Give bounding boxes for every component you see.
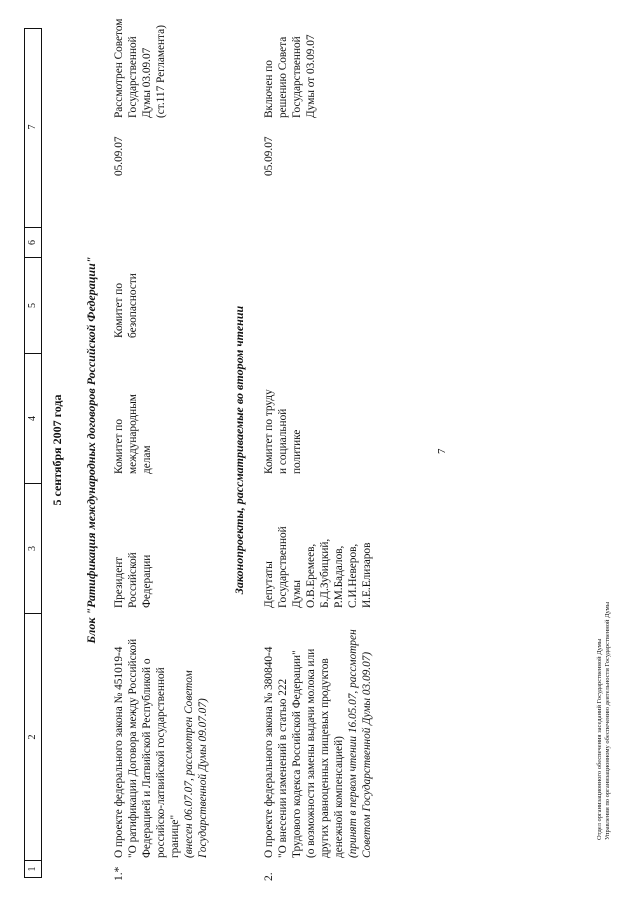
footer-line: Отдел организационного обеспечения заседаний Государственной Думы — [596, 638, 603, 840]
bill-title-line: О проекте федерального закона № 380840-4 — [263, 646, 275, 858]
author-line: Р.М.Бадалов, — [333, 545, 345, 608]
bill-description — [262, 608, 374, 858]
decision-line: (ст.117 Регламента) — [155, 25, 167, 118]
row-number: 2. — [263, 872, 275, 881]
committee-line: делам — [141, 445, 153, 474]
author-line: О.В.Еремеев, — [305, 543, 317, 608]
decision-line: Думы 03.09.07 — [141, 47, 153, 118]
row-number: 1.* — [113, 866, 125, 881]
bill-title-line: денежной компенсацией) — [333, 736, 345, 858]
decision-line: Государственной — [291, 36, 303, 118]
column-header-1: 1 — [25, 860, 41, 877]
column-header-row — [24, 28, 42, 878]
coexecutor-line: безопасности — [127, 273, 139, 338]
bill-note-line: Государственной Думы 09.07.07) — [197, 698, 209, 858]
bill-note-line: (внесен 06.07.07, рассмотрен Советом — [183, 670, 195, 858]
bill-title-line: (о возможности замены выдачи молока или — [305, 648, 317, 858]
date-heading: 5 сентября 2007 года — [50, 394, 64, 506]
author — [112, 498, 154, 608]
author-line: Государственной — [277, 526, 289, 608]
bill-description — [112, 608, 210, 858]
bill-title-line: "О ратификации Договора между Российской — [127, 638, 139, 858]
author-line: Российской — [127, 552, 139, 608]
coexecutor-line: Комитет по — [113, 282, 125, 338]
column-header-4: 4 — [25, 353, 41, 483]
column-header-3: 3 — [25, 483, 41, 613]
committee-line: Комитет по труду — [263, 389, 275, 474]
column-header-7: 7 — [27, 124, 38, 130]
column-header-2: 2 — [25, 613, 41, 860]
column-header-6: 6 — [25, 227, 41, 257]
decision-line: Государственной — [127, 36, 139, 118]
author-line: Федерации — [141, 554, 153, 608]
author — [262, 498, 374, 608]
author-line: Депутаты — [263, 561, 275, 608]
bill-title-line: "О внесении изменений в статью 222 — [277, 678, 289, 858]
column-header-5: 5 — [25, 257, 41, 353]
decision — [262, 6, 318, 118]
bill-title-line: О проекте федерального закона № 451019-4 — [113, 646, 125, 858]
page-number: 7 — [436, 448, 448, 454]
bill-title-line: границе" — [169, 814, 181, 858]
committee-line: политике — [291, 429, 303, 474]
author-line: И.Е.Елизаров — [361, 542, 373, 608]
bill-note-line: Советом Государственной Думы 03.09.07) — [361, 651, 373, 858]
committee-line: и социальной — [277, 408, 289, 474]
responsible-committee — [112, 364, 154, 474]
decision-line: Рассмотрен Советом — [113, 18, 125, 118]
decision-line: Думы от 03.09.07 — [305, 34, 317, 118]
decision-line: Включен по — [263, 60, 275, 118]
author-line: Президент — [113, 556, 125, 608]
bill-title-line: Федерацией и Латвийской Республикой о — [141, 658, 153, 858]
review-date: 05.09.07 — [113, 136, 125, 176]
author-line: Б.Д.Зубицкий, — [319, 538, 331, 608]
bill-title-line: других равноценных пищевых продуктов — [319, 658, 331, 858]
committee-line: Комитет по — [113, 418, 125, 474]
footer — [596, 602, 612, 840]
footer-line: Управления по организационному обеспечению деятельности Государственной Думы — [604, 601, 611, 840]
bill-note-line: (принят в первом чтении 16.05.07, рассмотрен — [347, 629, 359, 858]
author-line: С.И.Неверов, — [347, 543, 359, 608]
review-date: 05.09.07 — [263, 136, 275, 176]
committee-line: международным — [127, 394, 139, 474]
bill-title-line: Трудового кодекса Российской Федерации" — [291, 650, 303, 858]
block-heading: Блок "Ратификация международных договоров Российской Федерации" — [84, 256, 98, 644]
co-executor-committee — [112, 248, 140, 338]
decision-line: решению Совета — [277, 36, 289, 118]
responsible-committee — [262, 364, 304, 474]
bill-title-line: российско-латвийской государственной — [155, 667, 167, 858]
decision — [112, 6, 168, 118]
section-heading: Законопроекты, рассматриваемые во втором чтении — [232, 305, 246, 595]
author-line: Думы — [291, 580, 303, 608]
